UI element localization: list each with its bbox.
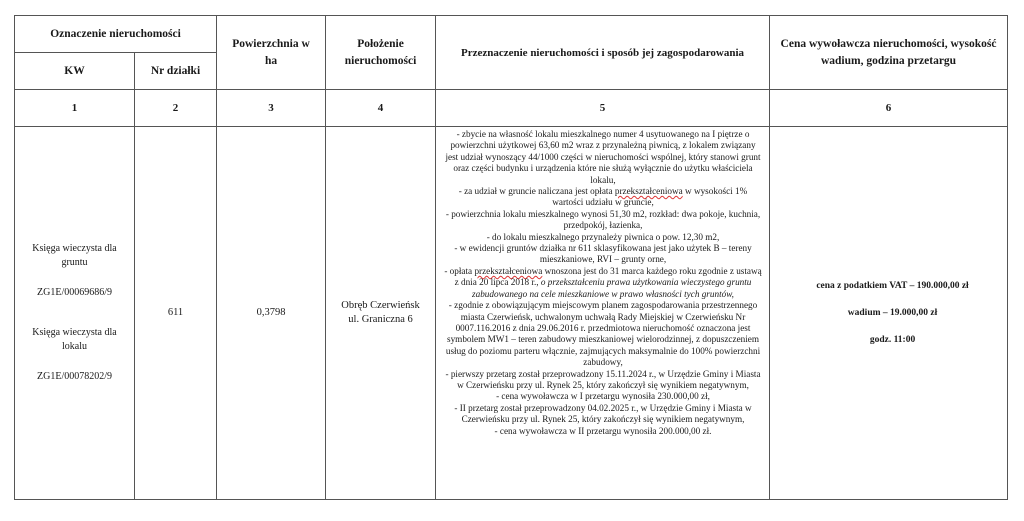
header-powierzchnia: Powierzchnia w ha <box>217 16 326 90</box>
header-oznaczenie: Oznaczenie nieruchomości <box>15 16 217 53</box>
desc-paragraph-7: - zgodnie z obowiązującym miejscowym planem zagospodarowania przestrzennego miasta Czerwieńsk, uchwalonym uchwałą Rady Miejskiej w Czerwieńsku Nr 0007.116.2016 z dnia 29.06.2016 r. przedmiotowa nieruchomość oznaczona jest symbolem MW1 – teren zabudowy mieszkaniowej wielorodzinnej, z dopuszczeniem usług do poziomu parteru włącznie, zajmujących maksymalnie do 100% powierzchni zabudowy, <box>445 300 761 368</box>
desc-paragraph-4: - do lokalu mieszkalnego przynależy piwnica o pow. 12,30 m2, <box>486 231 720 242</box>
kw-grunt-number: ZG1E/00069686/9 <box>37 287 112 298</box>
desc-p6-underlined: przekształceniowa <box>474 265 543 276</box>
cena-cell <box>770 127 1008 500</box>
wadium-value: wadium – 19.000,00 zł <box>847 308 938 318</box>
cena-value: cena z podatkiem VAT – 190.000,00 zł <box>816 281 969 291</box>
desc-p6-text-c: wnoszona jest do 31 marca każdego roku zgodnie z ustawą z dnia 20 lipca 2018 r., <box>454 265 762 288</box>
header-polozenie: Położenie nieruchomości <box>326 16 436 90</box>
col-number-1: 1 <box>15 90 135 127</box>
desc-paragraph-3: - powierzchnia lokalu mieszkalnego wynosi 51,30 m2, rozkład: dwa pokoje, kuchnia, przedpokój, łazienka, <box>445 208 761 231</box>
przeznaczenie-cell <box>436 127 770 500</box>
col-number-5: 5 <box>436 90 770 127</box>
kw-lokal-label: Księga wieczysta dla lokalu <box>32 327 117 352</box>
desc-paragraph-6 <box>443 266 763 300</box>
col-number-3: 3 <box>217 90 326 127</box>
header-nr-dzialki: Nr działki <box>135 53 217 90</box>
column-number-row <box>15 90 1008 127</box>
polozenie-cell <box>326 127 436 500</box>
document-page <box>14 15 1008 500</box>
desc-paragraph-10: - II przetarg został przeprowadzony 04.02.2025 r., w Urzędzie Gminy i Miasta w Czerwieńsku przy ul. Rynek 25, który zakończył się wynikiem negatywnym, <box>454 402 752 425</box>
header-cena: Cena wywoławcza nieruchomości, wysokość wadium, godzina przetargu <box>770 16 1008 90</box>
nr-dzialki-cell: 611 <box>135 127 217 500</box>
col-number-6: 6 <box>770 90 1008 127</box>
kw-cell <box>15 127 135 500</box>
desc-p6-italic: o przekształceniu prawa użytkowania wieczystego gruntu zabudowanego na cele mieszkaniowe w prawo własności tych gruntów, <box>472 277 752 299</box>
desc-paragraph-5: - w ewidencji gruntów działka nr 611 sklasyfikowana jest jako użytek B – tereny mieszkaniowe, RVI – grunty orne, <box>454 243 752 265</box>
kw-grunt-label: Księga wieczysta dla gruntu <box>32 243 117 268</box>
polozenie-line2: ul. Graniczna 6 <box>348 314 413 325</box>
auction-table <box>14 15 1008 500</box>
desc-p2-text-c: w wysokości 1% wartości udziału w gruncie, <box>552 186 748 208</box>
col-number-4: 4 <box>326 90 436 127</box>
desc-paragraph-8: - pierwszy przetarg został przeprowadzony 15.11.2024 r., w Urzędzie Gminy i Miasta w Czerwieńsku przy ul. Rynek 25, który zakończył się wynikiem negatywnym, <box>445 368 761 390</box>
desc-paragraph-9: - cena wywoławcza w I przetargu wynosiła 230.000,00 zł, <box>496 391 710 402</box>
polozenie-line1: Obręb Czerwieńsk <box>341 300 420 311</box>
powierzchnia-cell: 0,3798 <box>217 127 326 500</box>
header-przeznaczenie: Przeznaczenie nieruchomości i sposób jej zagospodarowania <box>436 16 770 90</box>
col-number-2: 2 <box>135 90 217 127</box>
desc-paragraph-11: - cena wywoławcza w II przetargu wynosiła 200.000,00 zł. <box>494 425 712 436</box>
godzina-value: godz. 11:00 <box>869 335 916 345</box>
data-row <box>15 127 1008 500</box>
desc-paragraph-2 <box>443 186 763 209</box>
header-row-1 <box>15 16 1008 53</box>
desc-paragraph-1: - zbycie na własność lokalu mieszkalnego numer 4 usytuowanego na I piętrze o powierzchni użytkowej 63,60 m2 wraz z przynależną piwnicą, z lokalem związany jest udział wynoszący 44/1000 części w nieruchomości wspólnej, który stanowi grunt oraz części budynku i urządzenia które nie służą wyłącznie do użytku właściciela lokalu, <box>445 129 761 185</box>
kw-lokal-number: ZG1E/00078202/9 <box>37 371 112 382</box>
desc-p2-text-a: - za udział w gruncie naliczana jest opłata <box>458 186 615 197</box>
desc-p2-underlined: przekształceniowa <box>614 186 683 197</box>
header-kw: KW <box>15 53 135 90</box>
desc-p6-text-a: - opłata <box>444 265 475 276</box>
